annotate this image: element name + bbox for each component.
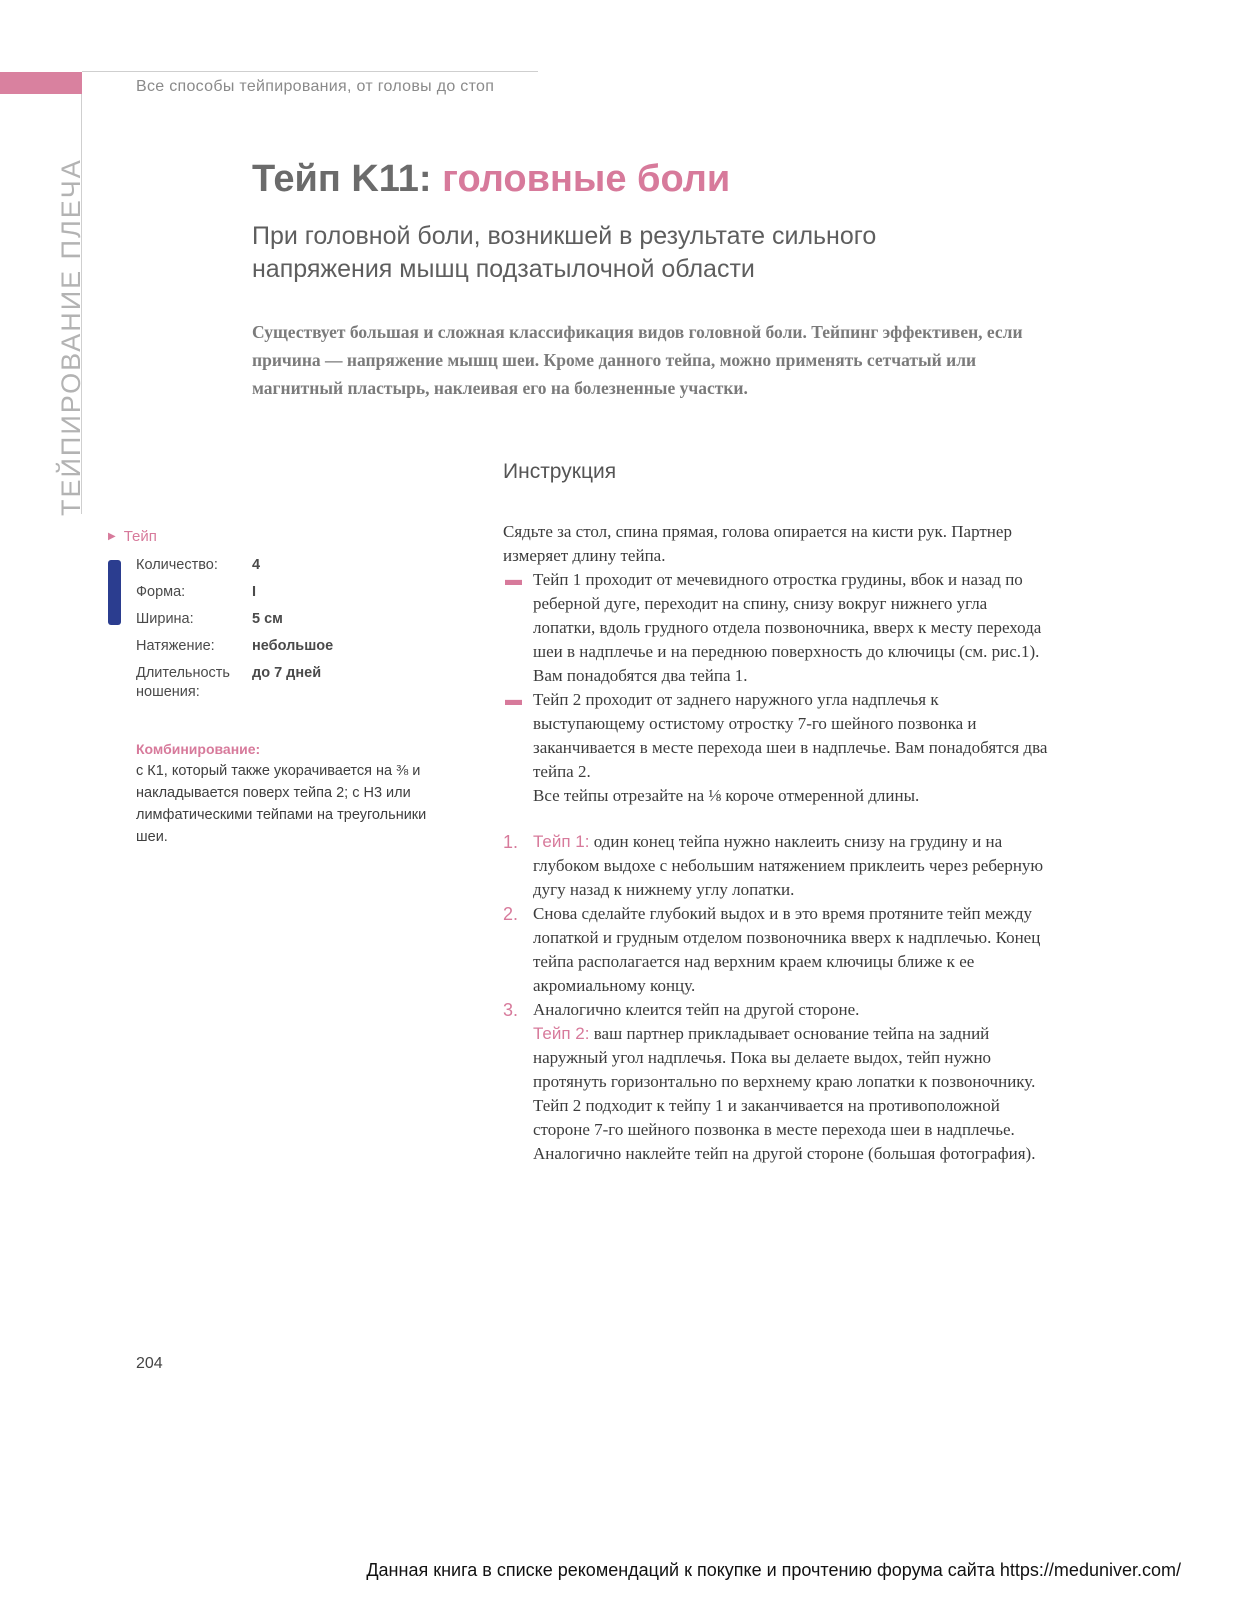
- tape2-text: ваш партнер прикладывает основание тейпа на задний наружный угол надплечья. Пока вы делаете выдох, тейп нужно протянуть горизонтально по верхнему краю лопатки к позвоночнику. Тейп 2 подходит к тейпу 1 и заканчивается на противоположной стороне 7-го шейного позвонка в месте перехода шеи в надплечье. Аналогично наклейте тейп на другой стороне (большая фотография).: [533, 1024, 1036, 1163]
- step-number: 2.: [503, 904, 519, 924]
- combination-note: [136, 738, 436, 848]
- prop-value: 5 см: [252, 611, 283, 627]
- prop-label: Натяжение:: [136, 638, 215, 654]
- bullet-text: Тейп 1 проходит от мечевидного отростка грудины, вбок и назад по реберной дуге, переходит на спину, снизу вокруг нижнего угла лопатки, вдоль грудного отдела позвоночника, вверх к месту перехода шеи в надплечье и на переднюю поверхность до ключицы (см. рис.1). Вам понадобятся два тейпа 1.: [533, 570, 1042, 685]
- prop-row: [136, 610, 333, 629]
- instruction-body: [503, 520, 1048, 1166]
- cut-note: Все тейпы отрезайте на ⅛ короче отмеренной длины.: [533, 786, 920, 805]
- dash-bullet-icon: ▬: [505, 570, 522, 589]
- step-text: Снова сделайте глубокий выдох и в это время протяните тейп между лопаткой и грудным отделом позвоночника вверх к надплечью. Конец тейпа располагается над верхним краем ключицы ближе к ее акромиальному концу.: [533, 904, 1041, 995]
- prop-row: [136, 556, 333, 575]
- footer-note: Данная книга в списке рекомендаций к покупке и прочтению форума сайта https://meduniver.com/: [366, 1560, 1181, 1580]
- header-accent-bar: [0, 72, 82, 94]
- step-item: [503, 998, 1048, 1022]
- prop-row: [136, 583, 333, 602]
- steps-list: [503, 830, 1048, 1166]
- step-item: [503, 902, 1048, 998]
- instruction-heading: Инструкция: [503, 460, 617, 483]
- running-head: Все способы тейпирования, от головы до стоп: [136, 78, 495, 95]
- step-text: один конец тейпа нужно наклеить снизу на грудину и на глубоком выдохе с небольшим натяжением приклеить через реберную дугу назад к нижнему углу лопатки.: [533, 832, 1044, 899]
- instruction-intro: Сядьте за стол, спина прямая, голова опирается на кисти рук. Партнер измеряет длину тейпа.: [503, 522, 1012, 565]
- combination-title: Комбинирование:: [136, 741, 261, 757]
- page-title: [252, 158, 730, 201]
- triangle-right-icon: ▶: [108, 531, 116, 542]
- prop-value: I: [252, 584, 257, 600]
- prop-label: Ширина:: [136, 611, 194, 627]
- sidebar-title-text: Тейп: [123, 528, 157, 545]
- prop-label: Форма:: [136, 584, 186, 600]
- prop-label: Количество:: [136, 557, 218, 573]
- prop-label: Длительность ношения:: [136, 665, 230, 700]
- lead-paragraph: Существует большая и сложная классификация видов головной боли. Тейпинг эффективен, если причина — напряжение мышц шеи. Кроме данного тейпа, можно применять сетчатый или магнитный пластырь, наклеивая его на болезненные участки.: [252, 322, 1023, 398]
- prop-row: [136, 637, 333, 656]
- step-item: [503, 830, 1048, 902]
- tape-properties: [136, 556, 333, 710]
- page-subtitle: При головной боли, возникшей в результате сильного напряжения мышц подзатылочной области: [252, 222, 877, 283]
- page-number: 204: [136, 1355, 163, 1372]
- tape2-label: Тейп 2:: [533, 1024, 590, 1043]
- title-prefix: Тейп K11:: [252, 158, 432, 200]
- sidebar-title: [108, 528, 428, 545]
- bullet-text: Тейп 2 проходит от заднего наружного угла надплечья к выступающему остистому отростку 7-го шейного позвонка и заканчивается в месте перехода шеи в надплечье. Вам понадобятся два тейпа 2.: [533, 690, 1048, 781]
- tape2-paragraph: [503, 1022, 1048, 1166]
- prop-value: до 7 дней: [252, 665, 322, 681]
- step-number: 1.: [503, 832, 519, 852]
- list-item: [503, 688, 1048, 784]
- header-divider: [82, 71, 538, 72]
- section-label: ТЕЙПИРОВАНИЕ ПЛЕЧА: [56, 158, 86, 516]
- prop-value: небольшое: [252, 638, 334, 654]
- prop-value: 4: [252, 557, 261, 573]
- step-label: Тейп 1:: [533, 832, 590, 851]
- prop-row: [136, 664, 333, 702]
- list-item: [503, 568, 1048, 688]
- tape-sidebar: [108, 528, 428, 545]
- dash-bullet-icon: ▬: [505, 690, 522, 709]
- title-accent: головные боли: [442, 158, 731, 200]
- tape-color-swatch: [108, 560, 121, 625]
- step-text: Аналогично клеится тейп на другой стороне.: [533, 1000, 860, 1019]
- combination-text: с К1, который также укорачивается на ⅜ и накладывается поверх тейпа 2; с Н3 или лимфатическими тейпами на треугольники шеи.: [136, 763, 427, 845]
- step-number: 3.: [503, 1000, 519, 1020]
